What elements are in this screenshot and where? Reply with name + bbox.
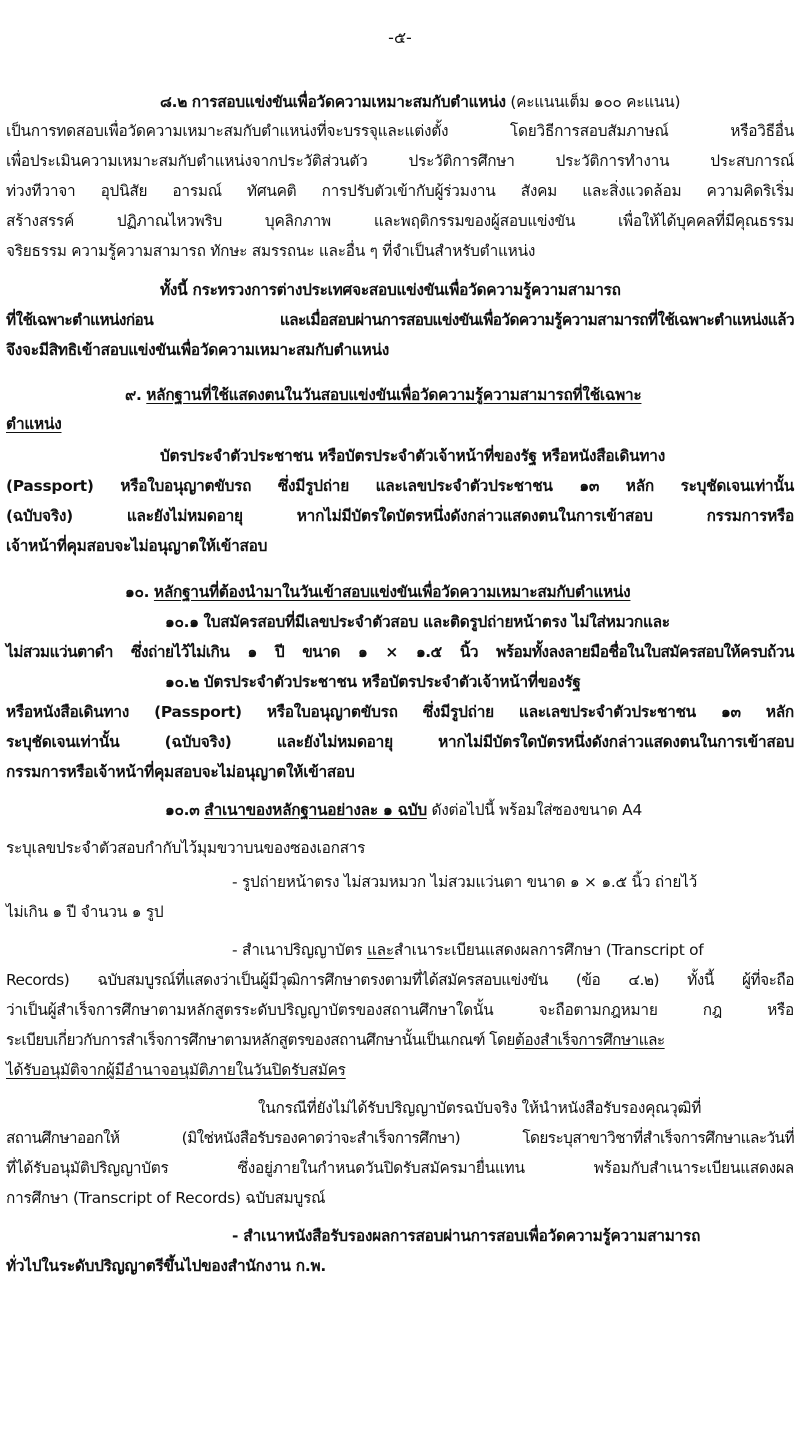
- s9-line-3: (ฉบับจริง) และยังไม่หมดอายุ หากไม่มีบัตรใดบัตรหนึ่งดังกล่าวแสดงตนในการเข้าสอบ กรรมการหรือ: [6, 507, 794, 525]
- s9-heading-line: [125, 385, 641, 405]
- bullet-2-line-4-pre: ระเบียบเกี่ยวกับการสำเร็จการศึกษาตามหลักสูตรของสถานศึกษานั้นเป็นเกณฑ์ โดย: [6, 1031, 515, 1049]
- s10-3-bullet-2-line-1: [232, 940, 703, 960]
- bullet-2-post: สำเนาระเบียนแสดงผลการศึกษา (Transcript of: [393, 941, 704, 959]
- s82-heading-tail: (คะแนนเต็ม ๑๐๐ คะแนน): [510, 93, 681, 111]
- s9-number: ๙.: [125, 386, 142, 404]
- s10-3-case-line-1: ในกรณีที่ยังไม่ได้รับปริญญาบัตรฉบับจริง ให้นำหนังสือรับรองคุณวุฒิที่: [258, 1099, 702, 1117]
- s10-heading: หลักฐานที่ต้องนำมาในวันเข้าสอบแข่งขันเพื่อวัดความเหมาะสมกับตำแหน่ง: [153, 583, 631, 601]
- s10-3-bullet-3-line-2: ทั่วไปในระดับปริญญาตรีขึ้นไปของสำนักงาน ก.พ.: [6, 1257, 326, 1275]
- s10-3-bullet-1-line-1: - รูปถ่ายหน้าตรง ไม่สวมหมวก ไม่สวมแว่นตา ขนาด ๑ × ๑.๕ นิ้ว ถ่ายไว้: [232, 873, 697, 891]
- s10-3-case-line-4: การศึกษา (Transcript of Records) ฉบับสมบูรณ์: [6, 1189, 326, 1207]
- s10-3-bullet-2-line-4: [6, 1030, 665, 1050]
- s10-3-number: ๑๐.๓: [165, 801, 200, 819]
- s10-3-line-1: [165, 800, 642, 820]
- s82-note-2: ที่ใช้เฉพาะตำแหน่งก่อน และเมื่อสอบผ่านการสอบแข่งขันเพื่อวัดความรู้ความสามารถที่ใช้เฉพาะตำแหน่งแล้ว: [6, 311, 794, 329]
- s9-line-1: บัตรประจำตัวประชาชน หรือบัตรประจำตัวเจ้าหน้าที่ของรัฐ หรือหนังสือเดินทาง: [160, 447, 665, 465]
- s10-1-line-1: [165, 612, 670, 632]
- s10-1-number: ๑๐.๑: [165, 613, 199, 631]
- s10-3-heading: สำเนาของหลักฐานอย่างละ ๑ ฉบับ: [204, 801, 427, 819]
- s82-note-3: จึงจะมีสิทธิเข้าสอบแข่งขันเพื่อวัดความเหมาะสมกับตำแหน่ง: [6, 341, 390, 359]
- s9-line-2: (Passport) หรือใบอนุญาตขับรถ ซึ่งมีรูปถ่าย และเลขประจำตัวประชาชน ๑๓ หลัก ระบุชัดเจนเท่านั้น: [6, 477, 794, 495]
- s82-line-2: เป็นการทดสอบเพื่อวัดความเหมาะสมกับตำแหน่งที่จะบรรจุและแต่งตั้ง โดยวิธีการสอบสัมภาษณ์ หรือวิธีอื่น: [6, 122, 794, 140]
- bullet-2-pre: - สำเนาปริญญาบัตร: [232, 941, 363, 959]
- s82-line-3: เพื่อประเมินความเหมาะสมกับตำแหน่งจากประวัติส่วนตัว ประวัติการศึกษา ประวัติการทำงาน ประสบการณ์: [6, 152, 794, 170]
- s10-2-line-4: กรรมการหรือเจ้าหน้าที่คุมสอบจะไม่อนุญาตให้เข้าสอบ: [6, 763, 355, 781]
- s9-heading-2: ตำแหน่ง: [6, 415, 62, 433]
- s10-3-bullet-2-line-3: ว่าเป็นผู้สำเร็จการศึกษาตามหลักสูตรระดับปริญญาบัตรของสถานศึกษาใดนั้น จะถือตามกฎหมาย กฎ หรือ: [6, 1001, 794, 1019]
- s10-3-bullet-2-line-2: Records) ฉบับสมบูรณ์ที่แสดงว่าเป็นผู้มีวุฒิการศึกษาตรงตามที่ได้สมัครสอบแข่งขัน (ข้อ ๔.๒) ทั้งนี้ ผู้ที่จะถือ: [6, 971, 794, 989]
- s10-3-bullet-2-line-5: ได้รับอนุมัติจากผู้มีอำนาจอนุมัติภายในวันปิดรับสมัคร: [6, 1061, 346, 1079]
- s9-heading: หลักฐานที่ใช้แสดงตนในวันสอบแข่งขันเพื่อวัดความรู้ความสามารถที่ใช้เฉพาะ: [146, 386, 642, 404]
- s10-2-line-3: ระบุชัดเจนเท่านั้น (ฉบับจริง) และยังไม่หมดอายุ หากไม่มีบัตรใดบัตรหนึ่งดังกล่าวแสดงตนในการเข้าสอบ: [6, 733, 794, 751]
- s10-3-case-line-2: สถานศึกษาออกให้ (มิใช่หนังสือรับรองคาดว่าจะสำเร็จการศึกษา) โดยระบุสาขาวิชาที่สำเร็จการศึกษาและวันที่: [6, 1129, 794, 1147]
- s10-2-number: ๑๐.๒: [165, 673, 200, 691]
- s10-3-line-2: ระบุเลขประจำตัวสอบกำกับไว้มุมขวาบนของซองเอกสาร: [6, 839, 366, 857]
- s82-number: ๘.๒: [160, 93, 188, 111]
- s82-line-4: ท่วงทีวาจา อุปนิสัย อารมณ์ ทัศนคติ การปรับตัวเข้ากับผู้ร่วมงาน สังคม และสิ่งแวดล้อม ความคิดริเริ่ม: [6, 182, 794, 200]
- s82-heading-line: [160, 92, 680, 112]
- s10-1-text: ใบสมัครสอบที่มีเลขประจำตัวสอบ และติดรูปถ่ายหน้าตรง ไม่ใส่หมวกและ: [203, 613, 670, 631]
- page-number: -๕-: [388, 28, 412, 47]
- s82-line-5: สร้างสรรค์ ปฏิภาณไหวพริบ บุคลิกภาพ และพฤติกรรมของผู้สอบแข่งขัน เพื่อให้ได้บุคคลที่มีคุณธรรม: [6, 212, 794, 230]
- bullet-2-line-4-underlined: ต้องสำเร็จการศึกษาและ: [514, 1031, 665, 1049]
- s82-line-6: จริยธรรม ความรู้ความสามารถ ทักษะ สมรรถนะ และอื่น ๆ ที่จำเป็นสำหรับตำแหน่ง: [6, 242, 536, 260]
- s10-number: ๑๐.: [125, 583, 150, 601]
- s9-line-4: เจ้าหน้าที่คุมสอบจะไม่อนุญาตให้เข้าสอบ: [6, 537, 268, 555]
- s10-3-heading-tail: ดังต่อไปนี้ พร้อมใส่ซองขนาด A4: [431, 801, 642, 819]
- s10-1-line-2: ไม่สวมแว่นตาดำ ซึ่งถ่ายไว้ไม่เกิน ๑ ปี ขนาด ๑ × ๑.๕ นิ้ว พร้อมทั้งลงลายมือชื่อในใบสมัครสอบให้ครบถ้วน: [6, 643, 794, 661]
- s10-2-line-1: [165, 672, 581, 692]
- s82-note-1: ทั้งนี้ กระทรวงการต่างประเทศจะสอบแข่งขันเพื่อวัดความรู้ความสามารถ: [160, 281, 621, 299]
- s10-3-case-line-3: ที่ได้รับอนุมัติปริญญาบัตร ซึ่งอยู่ภายในกำหนดวันปิดรับสมัครมายื่นแทน พร้อมกับสำเนาระเบียนแสดงผล: [6, 1159, 794, 1177]
- s10-3-bullet-3-line-1: - สำเนาหนังสือรับรองผลการสอบผ่านการสอบเพื่อวัดความรู้ความสามารถ: [232, 1227, 701, 1245]
- s10-3-bullet-1-line-2: ไม่เกิน ๑ ปี จำนวน ๑ รูป: [6, 903, 164, 921]
- s10-heading-line: [125, 582, 630, 602]
- s82-heading: การสอบแข่งขันเพื่อวัดความเหมาะสมกับตำแหน่ง: [191, 93, 506, 111]
- s10-2-line-2: หรือหนังสือเดินทาง (Passport) หรือใบอนุญาตขับรถ ซึ่งมีรูปถ่าย และเลขประจำตัวประชาชน ๑๓ หลัก: [6, 703, 794, 721]
- s10-2-text: บัตรประจำตัวประชาชน หรือบัตรประจำตัวเจ้าหน้าที่ของรัฐ: [203, 673, 581, 691]
- bullet-2-and: และ: [367, 941, 394, 959]
